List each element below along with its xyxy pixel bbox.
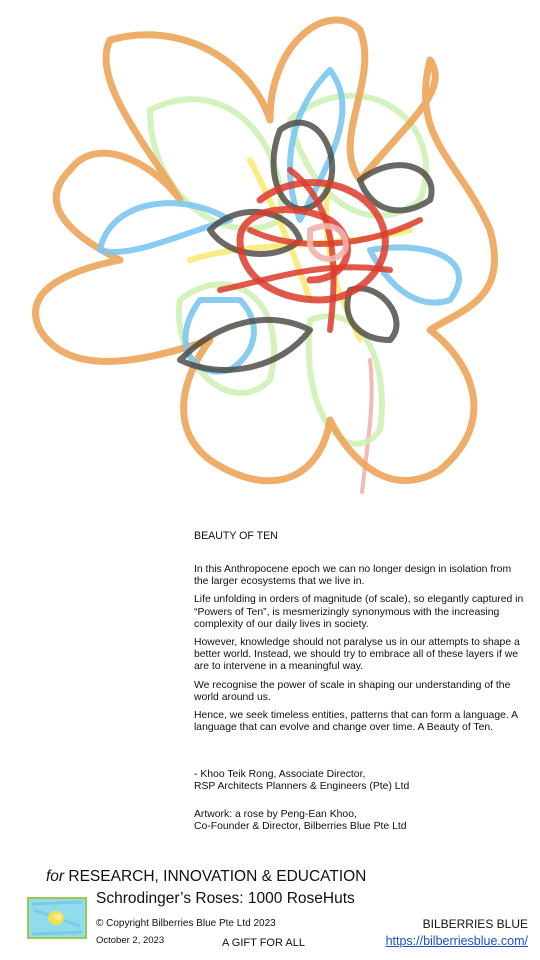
- copyright-text: © Copyright Bilberries Blue Pte Ltd 2023: [96, 918, 276, 929]
- credit-line: Artwork: a rose by Peng-Ean Khoo,: [194, 809, 357, 820]
- green-petal-stroke: [150, 99, 281, 228]
- attribution-line: RSP Architects Planners & Engineers (Pte) Ltd: [194, 781, 410, 793]
- page-title: BEAUTY OF TEN: [194, 530, 278, 542]
- rose-artwork: [30, 0, 510, 500]
- for-word: for: [46, 868, 65, 885]
- blue-petal-stroke: [186, 300, 254, 372]
- essay-body: [194, 564, 524, 740]
- artwork-credit: [194, 809, 524, 833]
- gift-text: A GIFT FOR ALL: [222, 937, 305, 949]
- brand-name: BILBERRIES BLUE: [422, 917, 528, 931]
- author-attribution: [194, 769, 524, 793]
- purpose-line: [46, 868, 366, 886]
- purpose-text: RESEARCH, INNOVATION & EDUCATION: [64, 868, 367, 885]
- paragraph: We recognise the power of scale in shaping our understanding of the world around us.: [194, 679, 511, 703]
- date-text: October 2, 2023: [96, 935, 165, 946]
- rosehut-thumbnail: [26, 896, 88, 940]
- paragraph: In this Anthropocene epoch we can no longer design in isolation from the larger ecosystems that we live in.: [194, 564, 512, 588]
- paragraph: Life unfolding in orders of magnitude (of scale), so elegantly captured in “Powers of Ten”, is mesmerizingly synonymous with the increasing complexity of our daily lives in society.: [194, 594, 524, 630]
- attribution-line: - Khoo Teik Rong, Associate Director,: [194, 769, 366, 780]
- paragraph: However, knowledge should not paralyse us in our attempts to shape a better world. Instead, we should try to embrace all of these layers if we are to intervene in a meaningful way.: [194, 637, 520, 673]
- website-link[interactable]: https://bilberriesblue.com/: [385, 934, 528, 948]
- credit-line: Co-Founder & Director, Bilberries Blue Pte Ltd: [194, 821, 407, 833]
- series-title: Schrodinger’s Roses: 1000 RoseHuts: [96, 890, 355, 907]
- paragraph: Hence, we seek timeless entities, patterns that can form a language. A language that can evolve and change over time. A Beauty of Ten.: [194, 710, 518, 734]
